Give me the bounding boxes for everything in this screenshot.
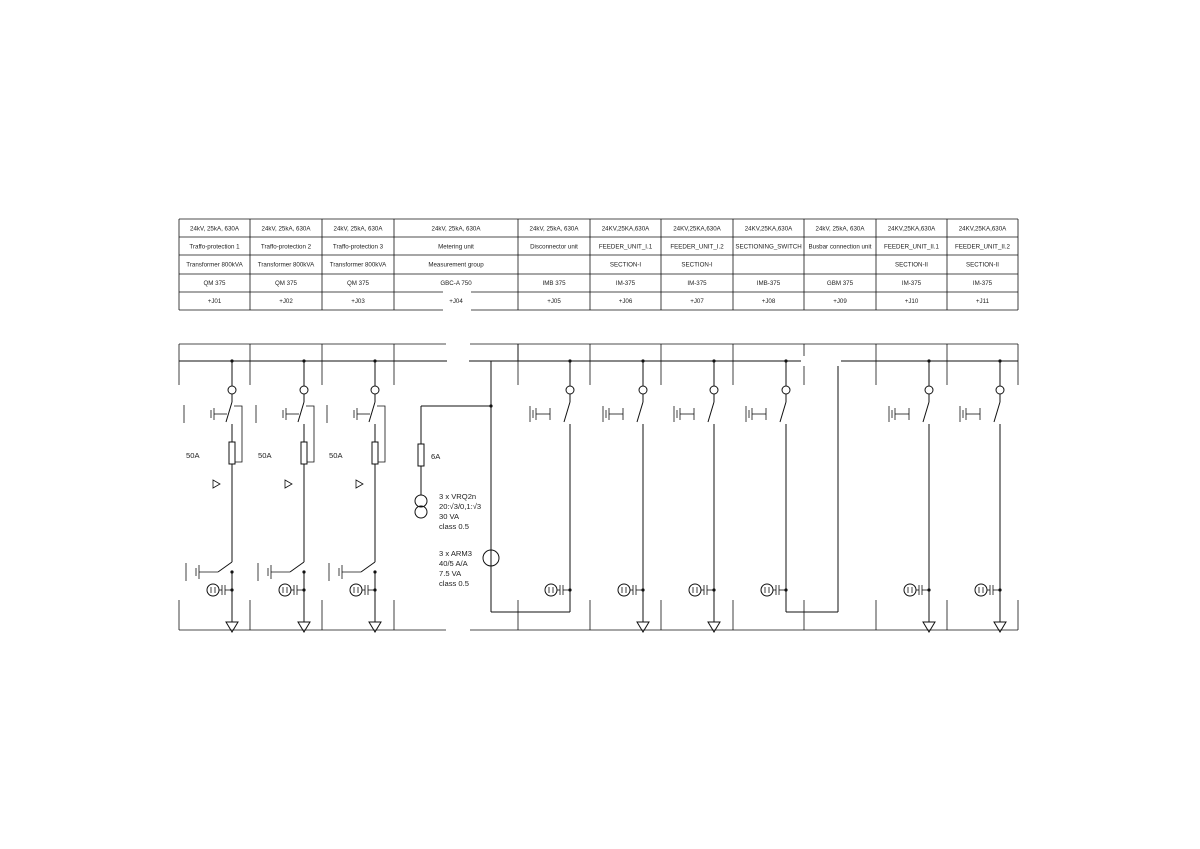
vt-spec-line-1: 3 x VRQ2n xyxy=(439,492,477,501)
fuse-rating-j04: 6A xyxy=(431,452,441,461)
cell-rating: 24KV,25KA,630A xyxy=(673,225,721,233)
panel-j05-circuit xyxy=(518,344,574,612)
panel-borders xyxy=(179,344,1018,630)
cell-function: Traffo-protection 2 xyxy=(260,243,312,251)
vt-spec-line-3: 30 VA xyxy=(439,512,460,521)
panel-j08-circuit xyxy=(746,356,841,612)
panel-j11-circuit xyxy=(960,359,1006,632)
panel-j02-circuit xyxy=(256,359,314,632)
cell-designation: +J02 xyxy=(279,298,293,306)
cell-type: QM 375 xyxy=(274,279,298,287)
ct-spec-line-4: class 0.5 xyxy=(439,579,469,588)
cell-designation: +J08 xyxy=(761,298,776,306)
fuse-rating-j02: 50A xyxy=(258,451,272,460)
cell-rating: 24KV,25KA,630A xyxy=(887,225,936,233)
panel-j06-circuit xyxy=(603,359,649,632)
cell-designation: +J03 xyxy=(351,298,365,306)
cell-function: Metering unit xyxy=(438,243,474,251)
cell-designation: +J05 xyxy=(547,298,561,306)
cell-function: Traffo-protection 3 xyxy=(332,243,384,251)
cell-type: IM-375 xyxy=(687,279,707,287)
cell-rating: 24kV, 25kA, 630A xyxy=(333,225,383,233)
cell-designation: +J11 xyxy=(975,298,990,306)
cell-designation: +J09 xyxy=(833,298,847,306)
cell-rating: 24kV, 25kA, 630A xyxy=(261,225,311,233)
cell-designation: +J06 xyxy=(618,298,633,306)
cell-rating: 24kV, 25kA, 630A xyxy=(190,225,239,233)
cell-designation: +J07 xyxy=(690,298,704,306)
cell-designation: +J04 xyxy=(449,298,463,306)
cell-rating: 24KV,25KA,630A xyxy=(601,225,650,233)
cell-description: SECTION-I xyxy=(681,261,713,269)
cell-function: FEEDER_UNIT_II.1 xyxy=(883,243,940,251)
cell-rating: 24KV,25KA,630A xyxy=(744,225,793,233)
cell-function: Disconnector unit xyxy=(530,243,578,251)
cell-rating: 24kV, 25kA, 630A xyxy=(431,225,481,233)
ct-spec-line-2: 40/5 A/A xyxy=(439,559,468,568)
cell-type: IM-375 xyxy=(972,279,993,287)
ct-spec-line-1: 3 x ARM3 xyxy=(439,549,472,558)
cell-type: GBM 375 xyxy=(826,279,854,287)
vt-spec-line-2: 20:√3/0,1:√3 xyxy=(439,502,482,511)
cell-description: SECTION-I xyxy=(609,261,642,269)
cell-type: IM-375 xyxy=(615,279,636,287)
cell-type: QM 375 xyxy=(203,279,226,287)
vt-spec-line-4: class 0.5 xyxy=(439,522,469,531)
cell-type: IMB-375 xyxy=(756,279,781,287)
ct-spec-line-3: 7.5 VA xyxy=(439,569,462,578)
cell-type: GBC-A 750 xyxy=(440,279,472,287)
cell-function: FEEDER_UNIT_II.2 xyxy=(954,243,1011,251)
cell-description: Transformer 800kVA xyxy=(257,261,315,269)
panel-spec-table xyxy=(179,219,1018,313)
cell-description: Transformer 800kVA xyxy=(186,261,243,269)
cell-function: SECTIONING_SWITCH xyxy=(735,243,802,251)
panel-j01-circuit xyxy=(184,359,242,632)
fuse-rating-j03: 50A xyxy=(329,451,343,460)
cell-function: FEEDER_UNIT_I.1 xyxy=(598,243,653,251)
cell-type: QM 375 xyxy=(346,279,370,287)
panel-j07-circuit xyxy=(674,359,720,632)
cell-type: IM-375 xyxy=(901,279,922,287)
cell-description: SECTION-II xyxy=(894,261,929,269)
cell-rating: 24kV, 25kA, 630A xyxy=(529,225,579,233)
cell-function: FEEDER_UNIT_I.2 xyxy=(670,243,724,251)
cell-function: Traffo-protection 1 xyxy=(189,243,240,251)
cell-rating: 24kV, 25kA, 630A xyxy=(815,225,865,233)
cell-description: SECTION-II xyxy=(965,261,1000,269)
cell-designation: +J10 xyxy=(904,298,919,306)
panel-j10-circuit xyxy=(889,359,935,632)
cell-description: Measurement group xyxy=(428,261,484,269)
cell-type: IMB 375 xyxy=(542,279,566,287)
cell-function: Busbar connection unit xyxy=(808,243,872,251)
panel-j03-circuit xyxy=(327,359,385,632)
cell-rating: 24KV,25KA,630A xyxy=(958,225,1007,233)
cell-designation: +J01 xyxy=(207,298,222,306)
fuse-rating-j01: 50A xyxy=(186,451,200,460)
main-busbar xyxy=(179,344,1018,630)
cell-description: Transformer 800kVA xyxy=(329,261,387,269)
